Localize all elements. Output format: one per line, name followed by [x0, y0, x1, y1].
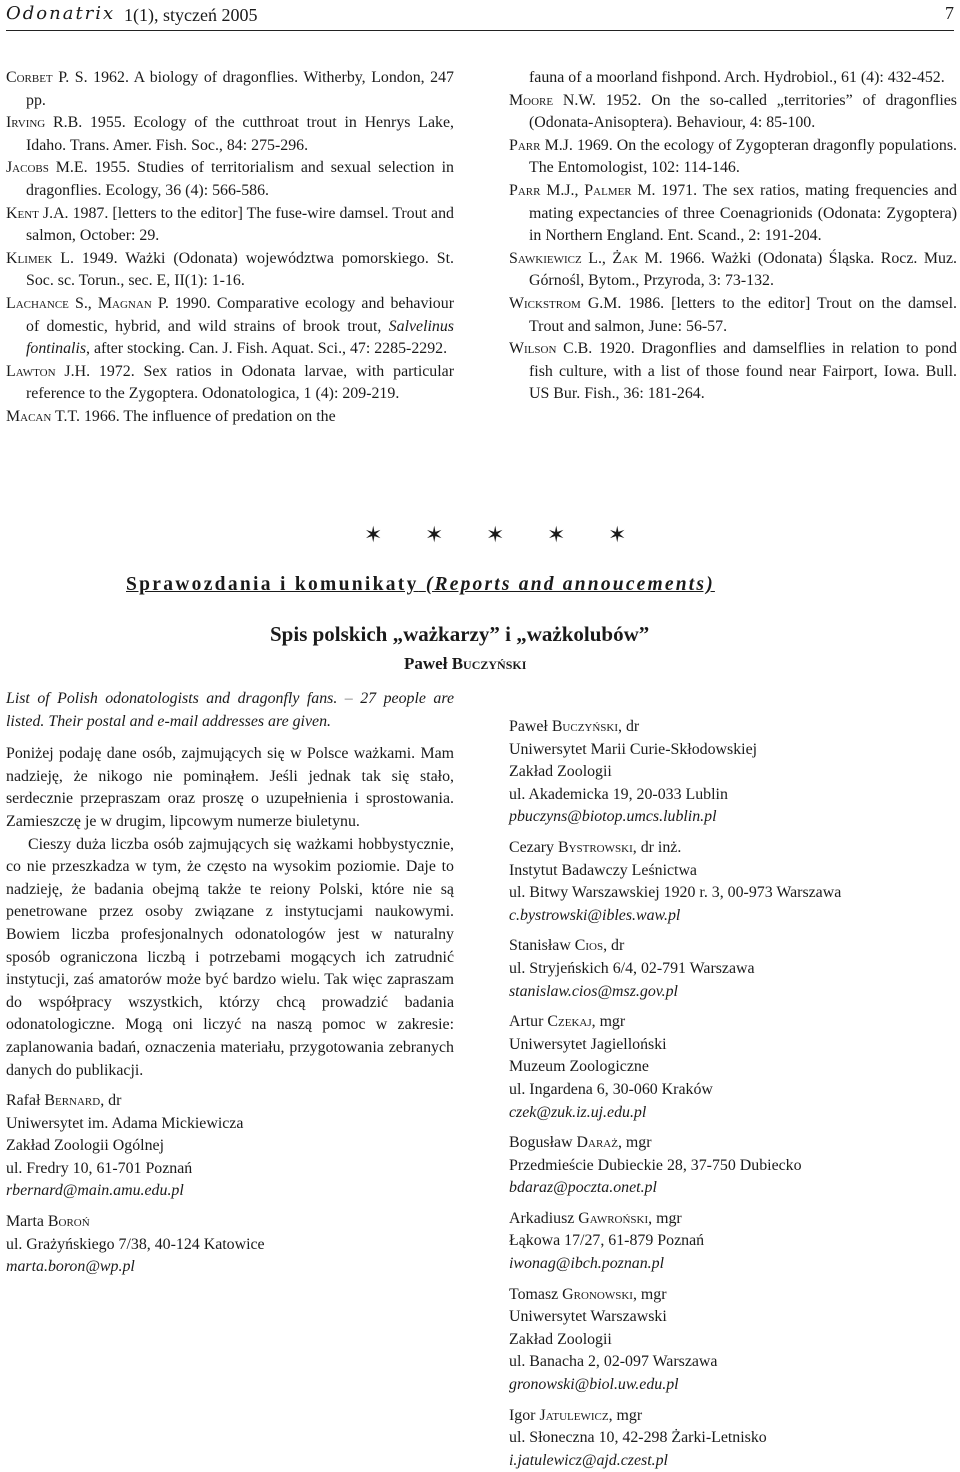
reference-text: J.A. 1987. [letters to the editor] The fuse-wire damsel. Trout and salmon, October: 29.: [26, 204, 454, 245]
contact-entry: [509, 716, 957, 829]
contact-address-line: ul. Bitwy Warszawskiej 1920 r. 3, 00-973 Warszawa: [509, 884, 842, 902]
reference-text: N.W. 1952. On the so-called „territories” of dragonflies (Odonata-Anisoptera). Behaviour, 4: 85-100.: [529, 91, 957, 132]
contact-last-name: Gawroński: [578, 1209, 649, 1227]
contact-address-line: Uniwersytet im. Adama Mickiewicza: [6, 1114, 244, 1132]
reference-entry: [509, 135, 957, 180]
contact-name: [6, 1211, 454, 1234]
contact-title: , mgr: [591, 1013, 626, 1031]
journal-name: Odonatrix: [6, 3, 116, 24]
reference-text: L. 1949. Ważki (Odonata) województwa pomorskiego. St. Soc. sc. Torun., sec. E, II(1): 1-16.: [26, 249, 454, 290]
star-icon: ✶: [608, 523, 627, 548]
reference-text: L.,: [581, 249, 613, 267]
contact-email: stanislaw.cios@msz.gov.pl: [509, 982, 678, 1000]
section-separator-stars: [364, 524, 634, 548]
contact-first-name: Rafał: [6, 1092, 45, 1110]
reference-text: M.J.,: [540, 181, 585, 199]
contact-title: , mgr: [608, 1406, 643, 1424]
contact-address-line: Przedmieście Dubieckie 28, 37-750 Dubiecko: [509, 1156, 802, 1174]
reference-entry: [6, 406, 454, 429]
contact-first-name: Cezary: [509, 838, 558, 856]
contact-title: , dr: [618, 718, 640, 735]
reference-author: Lachance: [6, 294, 69, 312]
reference-author: Klimek: [6, 249, 53, 267]
contact-email: i.jatulewicz@ajd.czest.pl: [509, 1451, 668, 1469]
reference-text: C.B. 1920. Dragonflies and damselflies in relation to pond fish culture, with a list of those found near Fairport, Iowa. Bull. US Bur. Fish., 36: 181-264.: [529, 340, 957, 403]
contact-entry: [509, 935, 957, 1003]
article-author: Paweł Buczyński: [404, 654, 527, 673]
contact-first-name: Marta: [6, 1213, 48, 1231]
reference-entry: [509, 338, 957, 406]
contact-last-name: Buczyński: [551, 718, 619, 735]
reference-author: Sawkiewicz: [509, 249, 582, 267]
contact-address-line: ul. Akademicka 19, 20-033 Lublin: [509, 785, 728, 803]
references-left-column: [6, 67, 454, 429]
contact-address-line: ul. Fredry 10, 61-701 Poznań: [6, 1159, 193, 1177]
contact-address-line: Łąkowa 17/27, 61-879 Poznań: [509, 1232, 705, 1250]
contact-address-line: Zakład Zoologii Ogólnej: [6, 1137, 164, 1155]
reference-entry: [6, 67, 454, 112]
contact-address-line: ul. Ingardena 6, 30-060 Kraków: [509, 1080, 713, 1098]
reference-text: M. 1971. The sex ratios, mating frequencies and mating expectancies of three Coenagrionids (Odonata: Zygoptera) in Northern England. Ent. Scand., 2: 191-204.: [529, 181, 957, 245]
reference-author: Macan: [6, 407, 52, 425]
contact-name: [509, 1208, 957, 1231]
reference-author: Żak: [612, 249, 639, 267]
page-header: [6, 3, 954, 27]
contact-entry: [509, 1132, 957, 1200]
header-divider: [6, 30, 954, 31]
reference-entry: [509, 248, 957, 293]
contact-entry: [509, 1011, 957, 1124]
contact-entry: [6, 1211, 454, 1279]
contact-title: , mgr: [632, 1285, 667, 1303]
reference-author: Lawton: [6, 362, 56, 380]
contact-last-name: Bernard: [44, 1092, 101, 1110]
contact-first-name: Tomasz: [509, 1285, 563, 1303]
contact-email: marta.boron@wp.pl: [6, 1258, 135, 1276]
contact-name: [509, 935, 957, 958]
contact-title: , mgr: [648, 1209, 682, 1227]
contact-name: [6, 1090, 454, 1113]
contact-title: , dr: [100, 1092, 122, 1110]
references-right-column: [509, 67, 957, 406]
contact-entry: [6, 1090, 454, 1203]
reference-entry: [6, 293, 454, 361]
article-left-column: [6, 688, 454, 1279]
contact-name: [509, 716, 957, 739]
reference-text: P. 1990. Comparative ecology and behaviour of domestic, hybrid, and wild strains of brook trout,: [26, 294, 454, 335]
star-icon: ✶: [425, 523, 444, 548]
reference-author: Palmer: [584, 181, 632, 199]
reference-entry: [6, 361, 454, 406]
star-icon: ✶: [486, 523, 505, 548]
reference-text: M.J. 1969. On the ecology of Zygopteran dragonfly populations. The Entomologist, 102: 114-146.: [529, 136, 957, 177]
contact-address-line: ul. Banacha 2, 02-097 Warszawa: [509, 1353, 718, 1371]
reference-entry: [509, 90, 957, 135]
reference-author: Wickstrom: [509, 294, 581, 312]
contact-address-line: ul. Grażyńskiego 7/38, 40-124 Katowice: [6, 1235, 265, 1253]
contact-first-name: Igor: [509, 1406, 540, 1424]
contact-last-name: Daraż: [576, 1134, 618, 1152]
page-number: 7: [945, 3, 954, 23]
reference-entry: [6, 112, 454, 157]
reference-entry: [509, 67, 957, 90]
section-title: [126, 574, 715, 596]
contact-last-name: Bystrowski: [557, 838, 633, 856]
reference-entry: [6, 203, 454, 248]
contact-title: , mgr: [617, 1134, 652, 1152]
journal-issue: 1(1), styczeń 2005: [124, 5, 258, 25]
contact-address-line: Muzeum Zoologiczne: [509, 1058, 649, 1076]
reference-author: Moore: [509, 91, 554, 109]
abstract: List of Polish odonatologists and dragonfly fans. – 27 people are listed. Their postal and e-mail addresses are given.: [6, 690, 454, 730]
contact-name: [509, 1405, 957, 1428]
contact-email: iwonag@ibch.poznan.pl: [509, 1255, 664, 1273]
reference-author: Corbet: [6, 69, 53, 86]
contact-email: c.bystrowski@ibles.waw.pl: [509, 906, 681, 924]
contact-name: [509, 837, 957, 860]
reference-entry: [6, 157, 454, 202]
contact-name: [509, 1284, 957, 1307]
reference-text: fauna of a moorland fishpond. Arch. Hydrobiol., 61 (4): 432-452.: [529, 69, 945, 86]
contact-first-name: Paweł: [509, 718, 552, 735]
contacts-left-list: [6, 1090, 454, 1279]
contact-title: , dr inż.: [632, 838, 682, 856]
contact-first-name: Artur: [509, 1013, 548, 1031]
contact-entry: [509, 1208, 957, 1276]
reference-entry: [509, 180, 957, 248]
contact-address-line: Uniwersytet Marii Curie-Skłodowskiej: [509, 740, 758, 758]
reference-author: Kent: [6, 204, 39, 222]
reference-author: Parr: [509, 181, 541, 199]
contact-email: bdaraz@poczta.onet.pl: [509, 1179, 657, 1197]
contact-last-name: Cios: [574, 937, 604, 955]
reference-text: R.B. 1955. Ecology of the cutthroat trout in Henrys Lake, Idaho. Trans. Amer. Fish. Soc., 84: 275-296.: [26, 114, 454, 154]
star-icon: ✶: [547, 523, 566, 548]
contacts-right-list: [509, 716, 957, 1472]
contact-entry: [509, 1284, 957, 1397]
contact-entry: [509, 1405, 957, 1472]
contact-address-line: Uniwersytet Jagielloński: [509, 1035, 667, 1053]
body-paragraph: Poniżej podaję dane osób, zajmujących się w Polsce ważkami. Mam nadzieję, że nikogo nie pominąłem. Jeśli jednak tak się stało, serdecznie przepraszam oraz proszę o uzupełnienia i sprostowania. Zamieszczę je w drugim, lipcowym numerze biuletynu.: [6, 745, 454, 830]
contact-address-line: Instytut Badawczy Leśnictwa: [509, 861, 697, 879]
reference-text: M. 1966. Ważki (Odonata) Śląska. Rocz. Muz. Górnośl, Bytom., Przyroda, 3: 73-132.: [529, 249, 957, 290]
contact-entry: [509, 837, 957, 927]
contact-name: [509, 1011, 957, 1034]
contact-last-name: Czekaj: [547, 1013, 592, 1031]
reference-author: Wilson: [509, 340, 557, 358]
reference-text: M.E. 1955. Studies of territorialism and sexual selection in dragonflies. Ecology, 36 (4): 566-586.: [26, 159, 454, 199]
reference-author: Parr: [509, 136, 541, 154]
contact-first-name: Arkadiusz: [509, 1209, 579, 1227]
reference-text: S.,: [68, 294, 98, 312]
contact-email: pbuczyns@biotop.umcs.lublin.pl: [509, 808, 717, 826]
reference-text: J.H. 1972. Sex ratios in Odonata larvae, with particular reference to the Zygoptera. Odonatologica, 1 (4): 209-219.: [26, 362, 454, 403]
reference-author: Magnan: [97, 294, 152, 312]
reference-entry: [509, 293, 957, 338]
contact-address-line: Zakład Zoologii: [509, 1330, 612, 1348]
article-title: Spis polskich „ważkarzy” i „ważkolubów”: [270, 622, 650, 646]
contact-address-line: ul. Słoneczna 10, 42-298 Żarki-Letnisko: [509, 1429, 767, 1447]
contact-last-name: Gronowski: [562, 1285, 633, 1303]
reference-species: Salvelinus fontinalis: [26, 317, 454, 358]
reference-text: , after stocking. Can. J. Fish. Aquat. Sci., 47: 2285-2292.: [86, 340, 448, 358]
contact-address-line: ul. Stryjeńskich 6/4, 02-791 Warszawa: [509, 959, 755, 977]
contact-address-line: Uniwersytet Warszawski: [509, 1308, 667, 1326]
contact-email: gronowski@biol.uw.edu.pl: [509, 1376, 679, 1394]
contact-title: , dr: [603, 937, 625, 955]
contact-first-name: Bogusław: [509, 1134, 577, 1152]
contact-first-name: Stanisław: [509, 937, 575, 955]
reference-text: G.M. 1986. [letters to the editor] Trout on the damsel. Trout and salmon, June: 56-57.: [529, 294, 957, 335]
contact-last-name: Jatulewicz: [539, 1406, 609, 1424]
reference-author: Jacobs: [6, 159, 49, 177]
reference-entry: [6, 248, 454, 293]
contact-name: [509, 1132, 957, 1155]
contact-email: czek@zuk.iz.uj.edu.pl: [509, 1103, 647, 1121]
reference-text: P. S. 1962. A biology of dragonflies. Witherby, London, 247 pp.: [26, 69, 454, 109]
section-title-en: (Reports and annoucements): [425, 574, 715, 595]
star-icon: ✶: [364, 523, 383, 548]
body-paragraph: Cieszy duża liczba osób zajmujących się ważkami hobbystycznie, co nie przeszkadza w tym, że często na wysokim poziomie. Daje to nadzieję, że badania obejmą także te reiony Polski, które nie są penetrowane przez osoby związane z instytucjami naukowymi. Bowiem liczba profesjonalnych odonatologów jest w naturalny sposób ograniczona liczbą i potrzebami mogących ich zatrudnić instytucji, zaś amatorów może być bardzo wielu. Tak więc zapraszam do współpracy wszystkich, którzy chcą prowadzić badania odonatologiczne. Mogą oni liczyć na naszą pomoc w zakresie: zaplanowania badań, oznaczenia materiału, przygotowania zebranych danych do publikacji.: [6, 835, 454, 1079]
reference-text: T.T. 1966. The influence of predation on the: [51, 407, 336, 425]
contact-address-line: Zakład Zoologii: [509, 763, 612, 781]
reference-author: Irving: [6, 114, 46, 132]
contact-last-name: Boroń: [47, 1213, 90, 1231]
contact-email: rbernard@main.amu.edu.pl: [6, 1182, 184, 1200]
section-title-pl: Sprawozdania i komunikaty: [126, 574, 419, 595]
